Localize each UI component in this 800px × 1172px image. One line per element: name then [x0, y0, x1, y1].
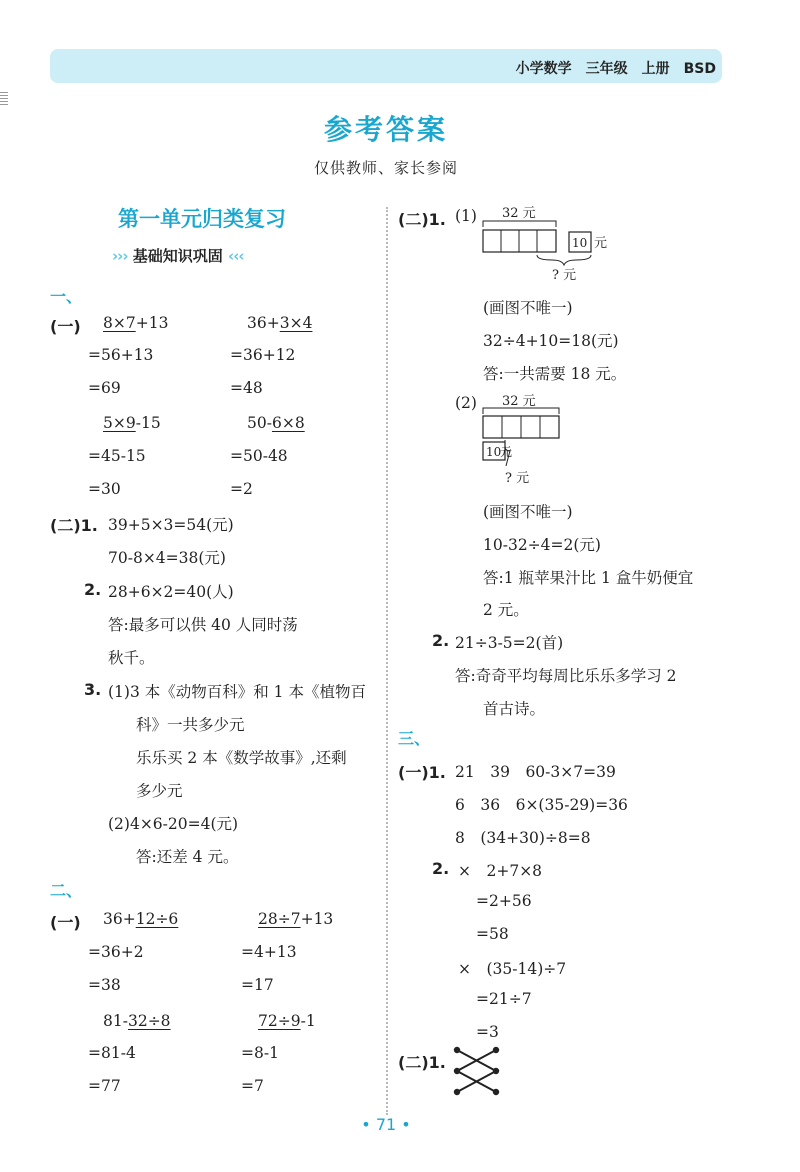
- page-title: 参考答案: [323, 113, 448, 146]
- question-label: (2): [455, 394, 477, 412]
- answer-line: 答:还差 4 元。: [136, 848, 239, 866]
- calc-line: 28÷7+13: [258, 910, 334, 928]
- column-divider: [386, 207, 388, 1115]
- page-number: • 71 •: [361, 1115, 411, 1134]
- calc-line: =36+12: [230, 346, 296, 364]
- calc-line: 5×9-15: [103, 414, 161, 432]
- calc-line: 81-32÷8: [103, 1012, 171, 1030]
- calc-line: =3: [476, 1023, 499, 1041]
- answer-line: 6 36 6×(35-29)=36: [455, 796, 628, 814]
- part-one-sub1-label: (一): [50, 317, 81, 336]
- answer-line: 乐乐买 2 本《数学故事》,还剩: [136, 749, 347, 767]
- calc-line: =2: [230, 480, 253, 498]
- page-subtitle: 仅供教师、家长参阅: [313, 159, 458, 177]
- question-number: 2.: [84, 580, 102, 599]
- calc-line: × (35-14)÷7: [458, 960, 567, 978]
- answer-line: 10-32÷4=2(元): [483, 536, 601, 554]
- question-number: 2.: [432, 859, 450, 878]
- calc-line: =17: [241, 976, 274, 994]
- calc-line: =36+2: [88, 943, 144, 961]
- match-dot: [454, 1047, 460, 1053]
- line-segment-diagram-two: [470, 388, 620, 488]
- answer-line: 答:一共需要 18 元。: [483, 365, 627, 383]
- answer-line: 科》一共多少元: [136, 716, 245, 734]
- calc-line: =4+13: [241, 943, 297, 961]
- calc-line: =50-48: [230, 447, 288, 465]
- calc-line: =45-15: [88, 447, 146, 465]
- answer-line: 答:1 瓶苹果汁比 1 盒牛奶便宜: [483, 569, 694, 587]
- diagram-box-unit: 元: [500, 445, 513, 459]
- answer-line: 2 元。: [483, 601, 529, 619]
- right-sub2-label: (二)1.: [398, 210, 446, 229]
- unit-title: 第一单元归类复习: [118, 207, 286, 231]
- diagram-top-label: 32 元: [502, 394, 536, 409]
- part-two-label: 二、: [50, 881, 83, 900]
- answer-line: 8 (34+30)÷8=8: [455, 829, 591, 847]
- match-dot: [454, 1068, 460, 1074]
- answer-line: 答:最多可以供 40 人同时荡: [108, 616, 298, 634]
- arrows-right-icon: ‹‹‹: [228, 247, 244, 265]
- answer-line: (2)4×6-20=4(元): [108, 815, 239, 833]
- answer-line: 32÷4+10=18(元): [483, 332, 619, 350]
- match-dot: [493, 1068, 499, 1074]
- calc-line: =48: [230, 379, 263, 397]
- calc-line: 72÷9-1: [258, 1012, 316, 1030]
- part-three-sub2-label: (二)1.: [398, 1053, 446, 1072]
- answer-line: 多少元: [136, 782, 183, 800]
- diagram-box-label: 10: [572, 236, 588, 250]
- part-two-sub1-label: (一): [50, 913, 81, 932]
- calc-line: =38: [88, 976, 121, 994]
- header-banner-text: 小学数学 三年级 上册 BSD: [515, 61, 716, 77]
- diagram-bottom-label: ? 元: [505, 471, 530, 486]
- arrows-left-icon: ›››: [112, 247, 128, 265]
- diagram-top-brace: [483, 221, 556, 227]
- matching-lines-diagram: [450, 1045, 505, 1100]
- calc-line: =77: [88, 1077, 121, 1095]
- part-one-label: 一、: [50, 287, 83, 306]
- section-title-text: 基础知识巩固: [132, 247, 223, 265]
- calc-line: =58: [476, 925, 509, 943]
- answer-line: 21 39 60-3×7=39: [455, 763, 616, 781]
- answer-line: (1)3 本《动物百科》和 1 本《植物百: [108, 683, 366, 701]
- calc-line: × 2+7×8: [458, 862, 543, 880]
- part-one-sub2-label: (二)1.: [50, 516, 98, 535]
- answer-line: 28+6×2=40(人): [108, 583, 234, 601]
- calc-line: 50-6×8: [247, 414, 305, 432]
- section-title: [112, 245, 244, 266]
- part-three-sub1-label: (一)1.: [398, 763, 446, 782]
- calc-line: =21÷7: [476, 990, 532, 1008]
- calc-line: 8×7+13: [103, 314, 169, 332]
- match-dot: [454, 1089, 460, 1095]
- answer-line: (画图不唯一): [483, 503, 573, 521]
- answer-line: 70-8×4=38(元): [108, 549, 226, 567]
- calc-line: =69: [88, 379, 121, 397]
- calc-line: 36+3×4: [247, 314, 313, 332]
- match-dot: [493, 1047, 499, 1053]
- line-segment-diagram-one: [470, 200, 650, 288]
- match-dot: [493, 1089, 499, 1095]
- diagram-box-label: 10: [486, 445, 502, 459]
- calc-line: =8-1: [241, 1044, 279, 1062]
- calc-line: 36+12÷6: [103, 910, 179, 928]
- calc-line: =2+56: [476, 892, 532, 910]
- answer-line: 21÷3-5=2(首): [455, 634, 564, 652]
- diagram-bottom-brace: [537, 255, 591, 265]
- answer-line: 39+5×3=54(元): [108, 516, 234, 534]
- answer-line: 答:奇奇平均每周比乐乐多学习 2: [455, 667, 677, 685]
- diagram-bottom-label: ? 元: [552, 268, 577, 283]
- binding-edge-mark: [0, 92, 8, 106]
- question-label: (1): [455, 207, 477, 225]
- part-three-label: 三、: [398, 729, 431, 748]
- question-number: 3.: [84, 680, 102, 699]
- calc-line: =81-4: [88, 1044, 136, 1062]
- answer-line: (画图不唯一): [483, 299, 573, 317]
- diagram-box-unit: 元: [594, 236, 608, 251]
- answer-line: 秋千。: [108, 649, 155, 667]
- question-number: 2.: [432, 631, 450, 650]
- calc-line: =56+13: [88, 346, 154, 364]
- answer-line: 首古诗。: [483, 700, 546, 718]
- calc-line: =7: [241, 1077, 264, 1095]
- calc-line: =30: [88, 480, 121, 498]
- diagram-top-label: 32 元: [502, 206, 536, 221]
